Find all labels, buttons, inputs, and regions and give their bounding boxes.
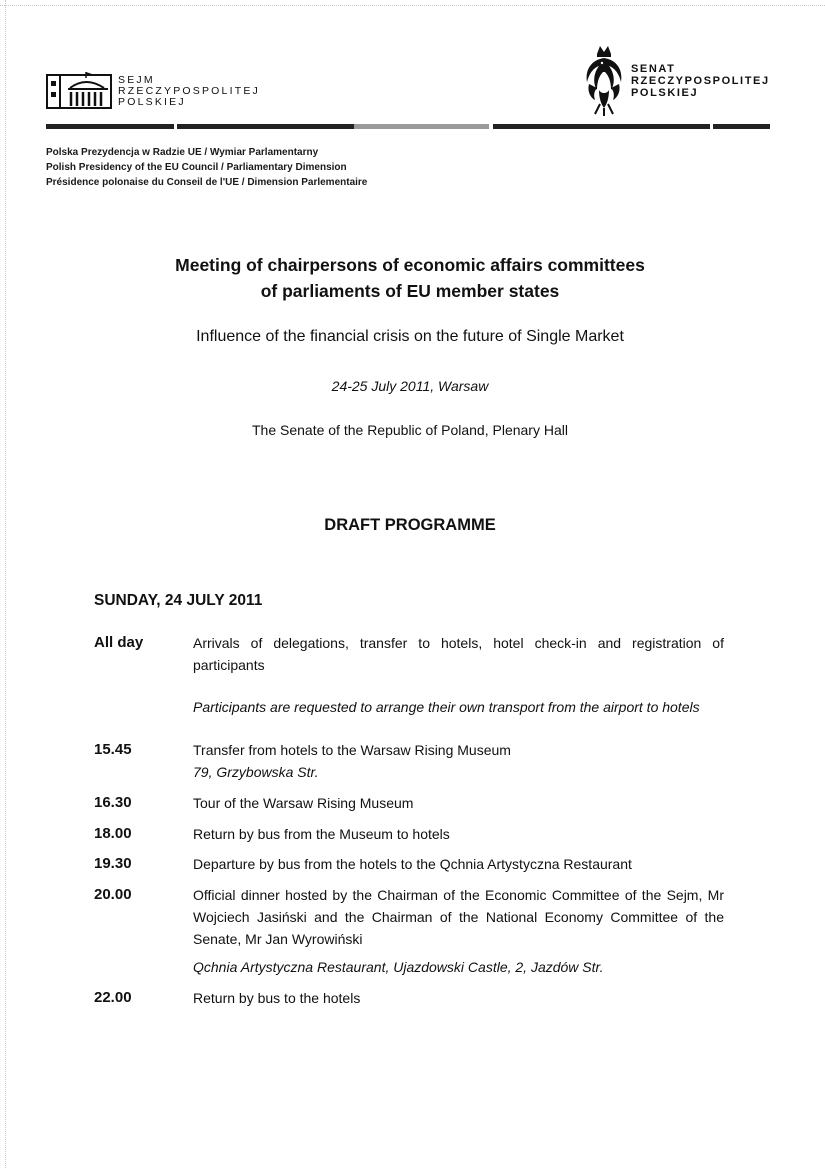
schedule-time: 19.30 xyxy=(94,855,132,872)
schedule-description: Tour of the Warsaw Rising Museum xyxy=(193,795,414,811)
presidency-line-pl: Polska Prezydencja w Radzie UE / Wymiar Parlamentarny xyxy=(46,147,319,158)
schedule-note: Qchnia Artystyczna Restaurant, Ujazdowski Castle, 2, Jazdów Str. xyxy=(193,959,604,975)
schedule-description: Arrivals of delegations, transfer to hotels, hotel check-in and registration of participants xyxy=(193,635,724,673)
meeting-title-line: Meeting of chairpersons of economic affairs committees xyxy=(175,255,645,275)
schedule-description: Transfer from hotels to the Warsaw Rising Museum xyxy=(193,742,511,758)
schedule-description: Official dinner hosted by the Chairman of the Economic Committee of the Sejm, Mr Wojciech Jasiński and the Chairman of the National Economy Committee of the Senate, Mr Jan Wyrowiński xyxy=(193,887,724,947)
schedule-time: 16.30 xyxy=(94,794,132,811)
schedule-note: Participants are requested to arrange their own transport from the airport to hotels xyxy=(193,699,700,715)
sejm-name-line: POLSKIEJ xyxy=(118,95,186,108)
meeting-title xyxy=(0,252,820,304)
programme-heading: DRAFT PROGRAMME xyxy=(324,516,496,534)
page-edge xyxy=(5,0,6,1168)
schedule-description: Return by bus to the hotels xyxy=(193,990,361,1006)
meeting-dates: 24-25 July 2011, Warsaw xyxy=(331,378,489,394)
senat-name xyxy=(631,63,770,99)
meeting-title-line: of parliaments of EU member states xyxy=(260,281,560,301)
schedule-time: 20.00 xyxy=(94,886,132,903)
presidency-lines xyxy=(46,145,367,190)
page-edge xyxy=(0,5,825,6)
schedule-description: Departure by bus from the hotels to the Qchnia Artystyczna Restaurant xyxy=(193,856,632,872)
eagle-emblem-icon xyxy=(583,44,625,118)
sejm-name xyxy=(118,75,260,108)
senat-name-line: POLSKIEJ xyxy=(631,87,699,99)
sejm-building-icon xyxy=(46,72,112,110)
presidency-line-en: Polish Presidency of the EU Council / Parliamentary Dimension xyxy=(46,162,347,173)
sejm-name-line: RZECZYPOSPOLITEJ xyxy=(118,84,260,97)
schedule-time: All day xyxy=(94,634,144,651)
header-divider xyxy=(46,124,770,129)
senat-name-line: RZECZYPOSPOLITEJ xyxy=(631,75,770,87)
schedule-description: Return by bus from the Museum to hotels xyxy=(193,826,450,842)
meeting-subtitle: Influence of the financial crisis on the future of Single Market xyxy=(196,328,624,345)
senat-logo xyxy=(583,44,770,118)
schedule-time: 15.45 xyxy=(94,741,132,758)
day-heading: SUNDAY, 24 JULY 2011 xyxy=(94,592,263,609)
schedule-time: 18.00 xyxy=(94,825,132,842)
schedule-time: 22.00 xyxy=(94,989,132,1006)
sejm-logo xyxy=(46,72,260,110)
presidency-line-fr: Présidence polonaise du Conseil de l'UE / Dimension Parlementaire xyxy=(46,177,368,188)
sejm-name-line: SEJM xyxy=(118,73,155,86)
schedule-note: 79, Grzybowska Str. xyxy=(193,764,319,780)
senat-name-line: SENAT xyxy=(631,63,676,75)
meeting-venue: The Senate of the Republic of Poland, Plenary Hall xyxy=(252,422,568,438)
